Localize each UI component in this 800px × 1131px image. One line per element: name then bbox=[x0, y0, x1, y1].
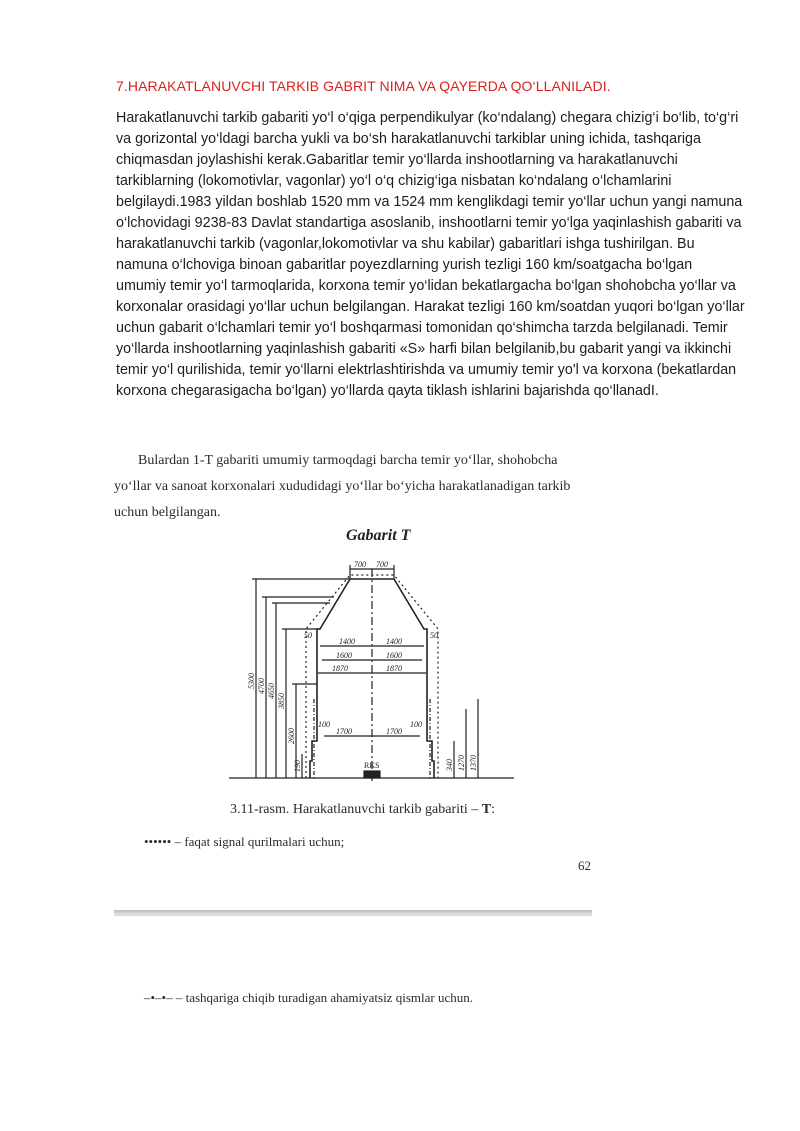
dim-top-right: 700 bbox=[376, 560, 388, 569]
caption-letter: T bbox=[481, 802, 492, 817]
dim-100-right: 100 bbox=[410, 720, 422, 729]
legend-protruding-text: – tashqariga chiqib turadigan ahamiyatsiz qismlar uchun. bbox=[175, 990, 473, 1005]
gauge-diagram bbox=[214, 549, 524, 794]
rails-label: RKS bbox=[364, 761, 380, 770]
dim-100-left: 100 bbox=[318, 720, 330, 729]
caption-prefix: 3.11-rasm. Harakatlanuvchi tarkib gabariti – bbox=[230, 802, 479, 817]
dim-4650: 4650 bbox=[267, 683, 276, 699]
dim-1370: 1370 bbox=[469, 755, 478, 771]
dim-1700-left: 1700 bbox=[336, 727, 352, 736]
dim-top-left: 700 bbox=[354, 560, 366, 569]
dim-190: 190 bbox=[293, 760, 302, 772]
dim-3850: 3850 bbox=[277, 693, 286, 709]
legend-dots-symbol: •••••• bbox=[144, 834, 172, 849]
dim-1870-right: 1870 bbox=[386, 664, 402, 673]
section-heading: 7.HARAKATLANUVCHI TARKIB GABRIT NIMA VA QAYERDA QO‘LLANILADI. bbox=[116, 78, 611, 94]
dim-1870-left: 1870 bbox=[332, 664, 348, 673]
dim-4700: 4700 bbox=[257, 678, 266, 694]
figure-caption bbox=[230, 802, 495, 818]
body-paragraph: Harakatlanuvchi tarkib gabariti yo‘l o‘qiga perpendikulyar (ko‘ndalang) chegara chizig‘i bo‘lib, to‘g‘ri va gorizontal yo‘ldagi barcha yukli va bo‘sh harakatlanuvchi tarkiblar uning ichida, tashqariga chiqmasdan joylashishi kerak.Gabaritlar temir yo‘llarda inshootlarning va harakatlanuvchi tarkiblarning (lokomotivlar, vagonlar) yo‘l o‘q chizig‘iga nisbatan ko‘ndalang o‘lchamlarini belgilaydi.1983 yildan boshlab 1520 mm va 1524 mm kenglikdagi temir yo‘llar uchun yangi namuna o‘lchovidagi 9238-83 Davlat standartiga asoslanib, inshootlarni temir yo‘lga yaqinlashish gabariti va harakatlanuvchi tarkib (vagonlar,lokomotivlar va shu kabilar) gabaritlari ishga tushirilgan. Bu namuna o‘lchoviga binoan gabaritlar poyezdlarning yurish tezligi 160 km/soatgacha bo‘lgan umumiy temir yo‘l tarmoqlarida, korxona temir yo‘lidan bekatlargacha bo‘lgan shohobcha yo‘llar va korxonalar orasidagi yo‘llar uchun belgilangan. Harakat tezligi 160 km/soatdan yuqori bo‘lgan yo‘llar uchun gabarit o‘lchamlari temir yo‘l boshqarmasi tomonidan qo‘shimcha tarzda belgilanadi. Temir yo‘llarda inshootlarning yaqinlashish gabariti «S» harfi bilan belgilanib,bu gabarit yangi va ikkinchi temir yo‘l qurilishida, temir yo‘llarni elektrlashtirishda va umumiy temir yo'l va korxona (bekatlardan korxona chegarasigacha bo‘lgan) yo‘llarda qayta tiklash ishlarini bajarishda qo‘llanadI. bbox=[116, 110, 745, 399]
scan-paragraph: Bulardan 1-T gabariti umumiy tarmoqdagi barcha temir yo‘llar, shohobcha yo‘llar va sanoat korxonalari xududidagi yo‘llar bo‘yicha harakatlanadigan tarkib uchun belgilangan. bbox=[114, 453, 571, 520]
legend-dashdot-symbol: –•–•– bbox=[144, 990, 176, 1005]
dim-1600-left: 1600 bbox=[336, 651, 352, 660]
caption-suffix: : bbox=[491, 802, 496, 817]
legend-signal bbox=[144, 834, 344, 850]
dim-5300: 5300 bbox=[247, 673, 256, 689]
dim-2600: 2600 bbox=[287, 728, 296, 744]
figure-title: Gabarit T bbox=[346, 527, 411, 544]
dim-50-right: 50 bbox=[430, 631, 438, 640]
legend-protruding bbox=[144, 990, 473, 1006]
dim-1400-left: 1400 bbox=[339, 637, 355, 646]
dim-1270: 1270 bbox=[457, 755, 466, 771]
dim-1700-right: 1700 bbox=[386, 727, 402, 736]
page-number: 62 bbox=[578, 858, 591, 873]
page-divider bbox=[114, 910, 592, 916]
legend-signal-text: – faqat signal qurilmalari uchun; bbox=[174, 834, 345, 849]
dim-50-left: 50 bbox=[304, 631, 312, 640]
dim-1400-right: 1400 bbox=[386, 637, 402, 646]
dim-340: 340 bbox=[445, 759, 454, 771]
dim-1600-right: 1600 bbox=[386, 651, 402, 660]
